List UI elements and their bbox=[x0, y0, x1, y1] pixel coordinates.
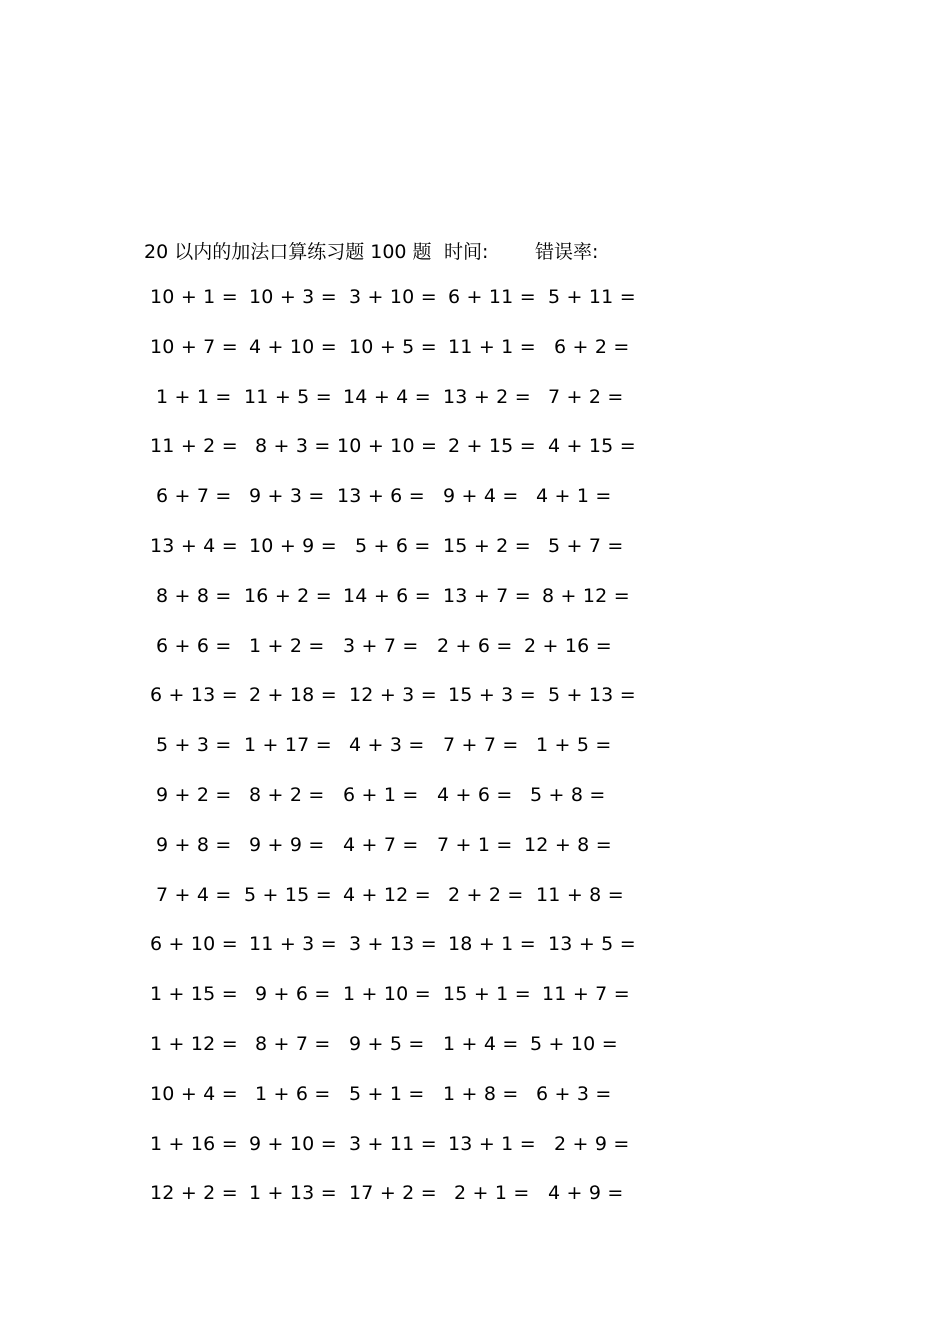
worksheet-title: 20 以内的加法口算练习题 100 题 bbox=[144, 241, 432, 263]
addition-problem: 12 + 3 = bbox=[349, 684, 437, 707]
time-label: 时间: bbox=[444, 241, 489, 263]
addition-problem: 9 + 4 = bbox=[443, 485, 519, 508]
addition-problem: 4 + 10 = bbox=[249, 335, 337, 358]
addition-problem: 4 + 9 = bbox=[548, 1182, 624, 1205]
addition-problem: 1 + 17 = bbox=[244, 734, 332, 757]
addition-problem: 2 + 15 = bbox=[448, 435, 536, 458]
addition-problem: 15 + 3 = bbox=[448, 684, 536, 707]
addition-problem: 8 + 8 = bbox=[156, 584, 232, 607]
addition-problem: 10 + 3 = bbox=[249, 286, 337, 308]
addition-problem: 2 + 1 = bbox=[454, 1182, 530, 1205]
addition-problem: 11 + 7 = bbox=[542, 983, 630, 1006]
addition-problem: 1 + 4 = bbox=[443, 1033, 519, 1055]
addition-problem: 10 + 7 = bbox=[150, 335, 238, 358]
addition-problem: 6 + 11 = bbox=[448, 286, 536, 308]
addition-problem: 7 + 7 = bbox=[443, 734, 519, 757]
addition-problem: 17 + 2 = bbox=[349, 1182, 437, 1205]
addition-problem: 10 + 5 = bbox=[349, 335, 437, 358]
addition-problem: 16 + 2 = bbox=[244, 584, 332, 607]
addition-problem: 4 + 12 = bbox=[343, 883, 431, 906]
addition-problem: 5 + 13 = bbox=[548, 684, 636, 707]
addition-problem: 11 + 5 = bbox=[244, 385, 332, 408]
addition-problem: 1 + 15 = bbox=[150, 983, 238, 1006]
addition-problem: 5 + 6 = bbox=[355, 535, 431, 557]
addition-problem: 5 + 7 = bbox=[548, 535, 624, 557]
addition-problem: 3 + 13 = bbox=[349, 933, 437, 956]
addition-problem: 13 + 2 = bbox=[443, 385, 531, 408]
addition-problem: 12 + 2 = bbox=[150, 1182, 238, 1205]
addition-problem: 7 + 1 = bbox=[437, 833, 513, 856]
addition-problem: 13 + 7 = bbox=[443, 584, 531, 607]
addition-problem: 10 + 1 = bbox=[150, 286, 238, 308]
addition-problem: 5 + 3 = bbox=[156, 734, 232, 757]
addition-problem: 7 + 2 = bbox=[548, 385, 624, 408]
addition-problem: 8 + 7 = bbox=[255, 1033, 331, 1055]
addition-problem: 15 + 1 = bbox=[443, 983, 531, 1006]
addition-problem: 1 + 12 = bbox=[150, 1033, 238, 1055]
addition-problem: 18 + 1 = bbox=[448, 933, 536, 956]
addition-problem: 5 + 11 = bbox=[548, 286, 636, 308]
addition-problem: 10 + 9 = bbox=[249, 535, 337, 557]
addition-problem: 10 + 4 = bbox=[150, 1082, 238, 1105]
addition-problem: 9 + 9 = bbox=[249, 833, 325, 856]
addition-problem: 9 + 6 = bbox=[255, 983, 331, 1006]
addition-problem: 9 + 3 = bbox=[249, 485, 325, 508]
addition-problem: 11 + 2 = bbox=[150, 435, 238, 458]
addition-problem: 10 + 10 = bbox=[337, 435, 438, 458]
addition-problem: 8 + 12 = bbox=[542, 584, 630, 607]
addition-problem: 4 + 6 = bbox=[437, 784, 513, 806]
addition-problem: 4 + 3 = bbox=[349, 734, 425, 757]
addition-problem: 1 + 8 = bbox=[443, 1082, 519, 1105]
addition-problem: 9 + 5 = bbox=[349, 1033, 425, 1055]
addition-problem: 1 + 1 = bbox=[156, 385, 232, 408]
addition-problem: 2 + 16 = bbox=[524, 634, 612, 657]
addition-problem: 5 + 10 = bbox=[530, 1033, 618, 1055]
addition-problem: 14 + 6 = bbox=[343, 584, 431, 607]
addition-problem: 1 + 10 = bbox=[343, 983, 431, 1006]
addition-problem: 9 + 10 = bbox=[249, 1132, 337, 1155]
addition-problem: 6 + 2 = bbox=[554, 335, 630, 358]
addition-problem: 11 + 8 = bbox=[536, 883, 624, 906]
addition-problem: 3 + 11 = bbox=[349, 1132, 437, 1155]
addition-problem: 6 + 6 = bbox=[156, 634, 232, 657]
addition-problem: 6 + 7 = bbox=[156, 485, 232, 508]
addition-problem: 5 + 1 = bbox=[349, 1082, 425, 1105]
addition-problem: 9 + 8 = bbox=[156, 833, 232, 856]
addition-problem: 13 + 6 = bbox=[337, 485, 425, 508]
addition-problem: 13 + 5 = bbox=[548, 933, 636, 956]
addition-problem: 13 + 4 = bbox=[150, 535, 238, 557]
addition-problem: 15 + 2 = bbox=[443, 535, 531, 557]
addition-problem: 11 + 3 = bbox=[249, 933, 337, 956]
addition-problem: 12 + 8 = bbox=[524, 833, 612, 856]
addition-problem: 3 + 7 = bbox=[343, 634, 419, 657]
addition-problem: 2 + 2 = bbox=[448, 883, 524, 906]
addition-problem: 6 + 10 = bbox=[150, 933, 238, 956]
addition-problem: 4 + 7 = bbox=[343, 833, 419, 856]
addition-problem: 1 + 5 = bbox=[536, 734, 612, 757]
addition-problem: 5 + 8 = bbox=[530, 784, 606, 806]
addition-problem: 1 + 2 = bbox=[249, 634, 325, 657]
addition-problem: 7 + 4 = bbox=[156, 883, 232, 906]
error-rate-label: 错误率: bbox=[535, 241, 599, 263]
addition-problem: 6 + 13 = bbox=[150, 684, 238, 707]
addition-problem: 4 + 15 = bbox=[548, 435, 636, 458]
addition-problem: 8 + 3 = bbox=[255, 435, 331, 458]
addition-problem: 14 + 4 = bbox=[343, 385, 431, 408]
addition-problem: 9 + 2 = bbox=[156, 784, 232, 806]
addition-problem: 2 + 9 = bbox=[554, 1132, 630, 1155]
addition-problem: 1 + 16 = bbox=[150, 1132, 238, 1155]
addition-problem: 5 + 15 = bbox=[244, 883, 332, 906]
addition-problem: 11 + 1 = bbox=[448, 335, 536, 358]
addition-problem: 2 + 18 = bbox=[249, 684, 337, 707]
addition-problem: 3 + 10 = bbox=[349, 286, 437, 308]
addition-problem: 6 + 1 = bbox=[343, 784, 419, 806]
addition-problem: 6 + 3 = bbox=[536, 1082, 612, 1105]
addition-problem: 2 + 6 = bbox=[437, 634, 513, 657]
addition-problem: 13 + 1 = bbox=[448, 1132, 536, 1155]
addition-problem: 1 + 13 = bbox=[249, 1182, 337, 1205]
addition-problem: 8 + 2 = bbox=[249, 784, 325, 806]
addition-problem: 1 + 6 = bbox=[255, 1082, 331, 1105]
addition-problem: 4 + 1 = bbox=[536, 485, 612, 508]
